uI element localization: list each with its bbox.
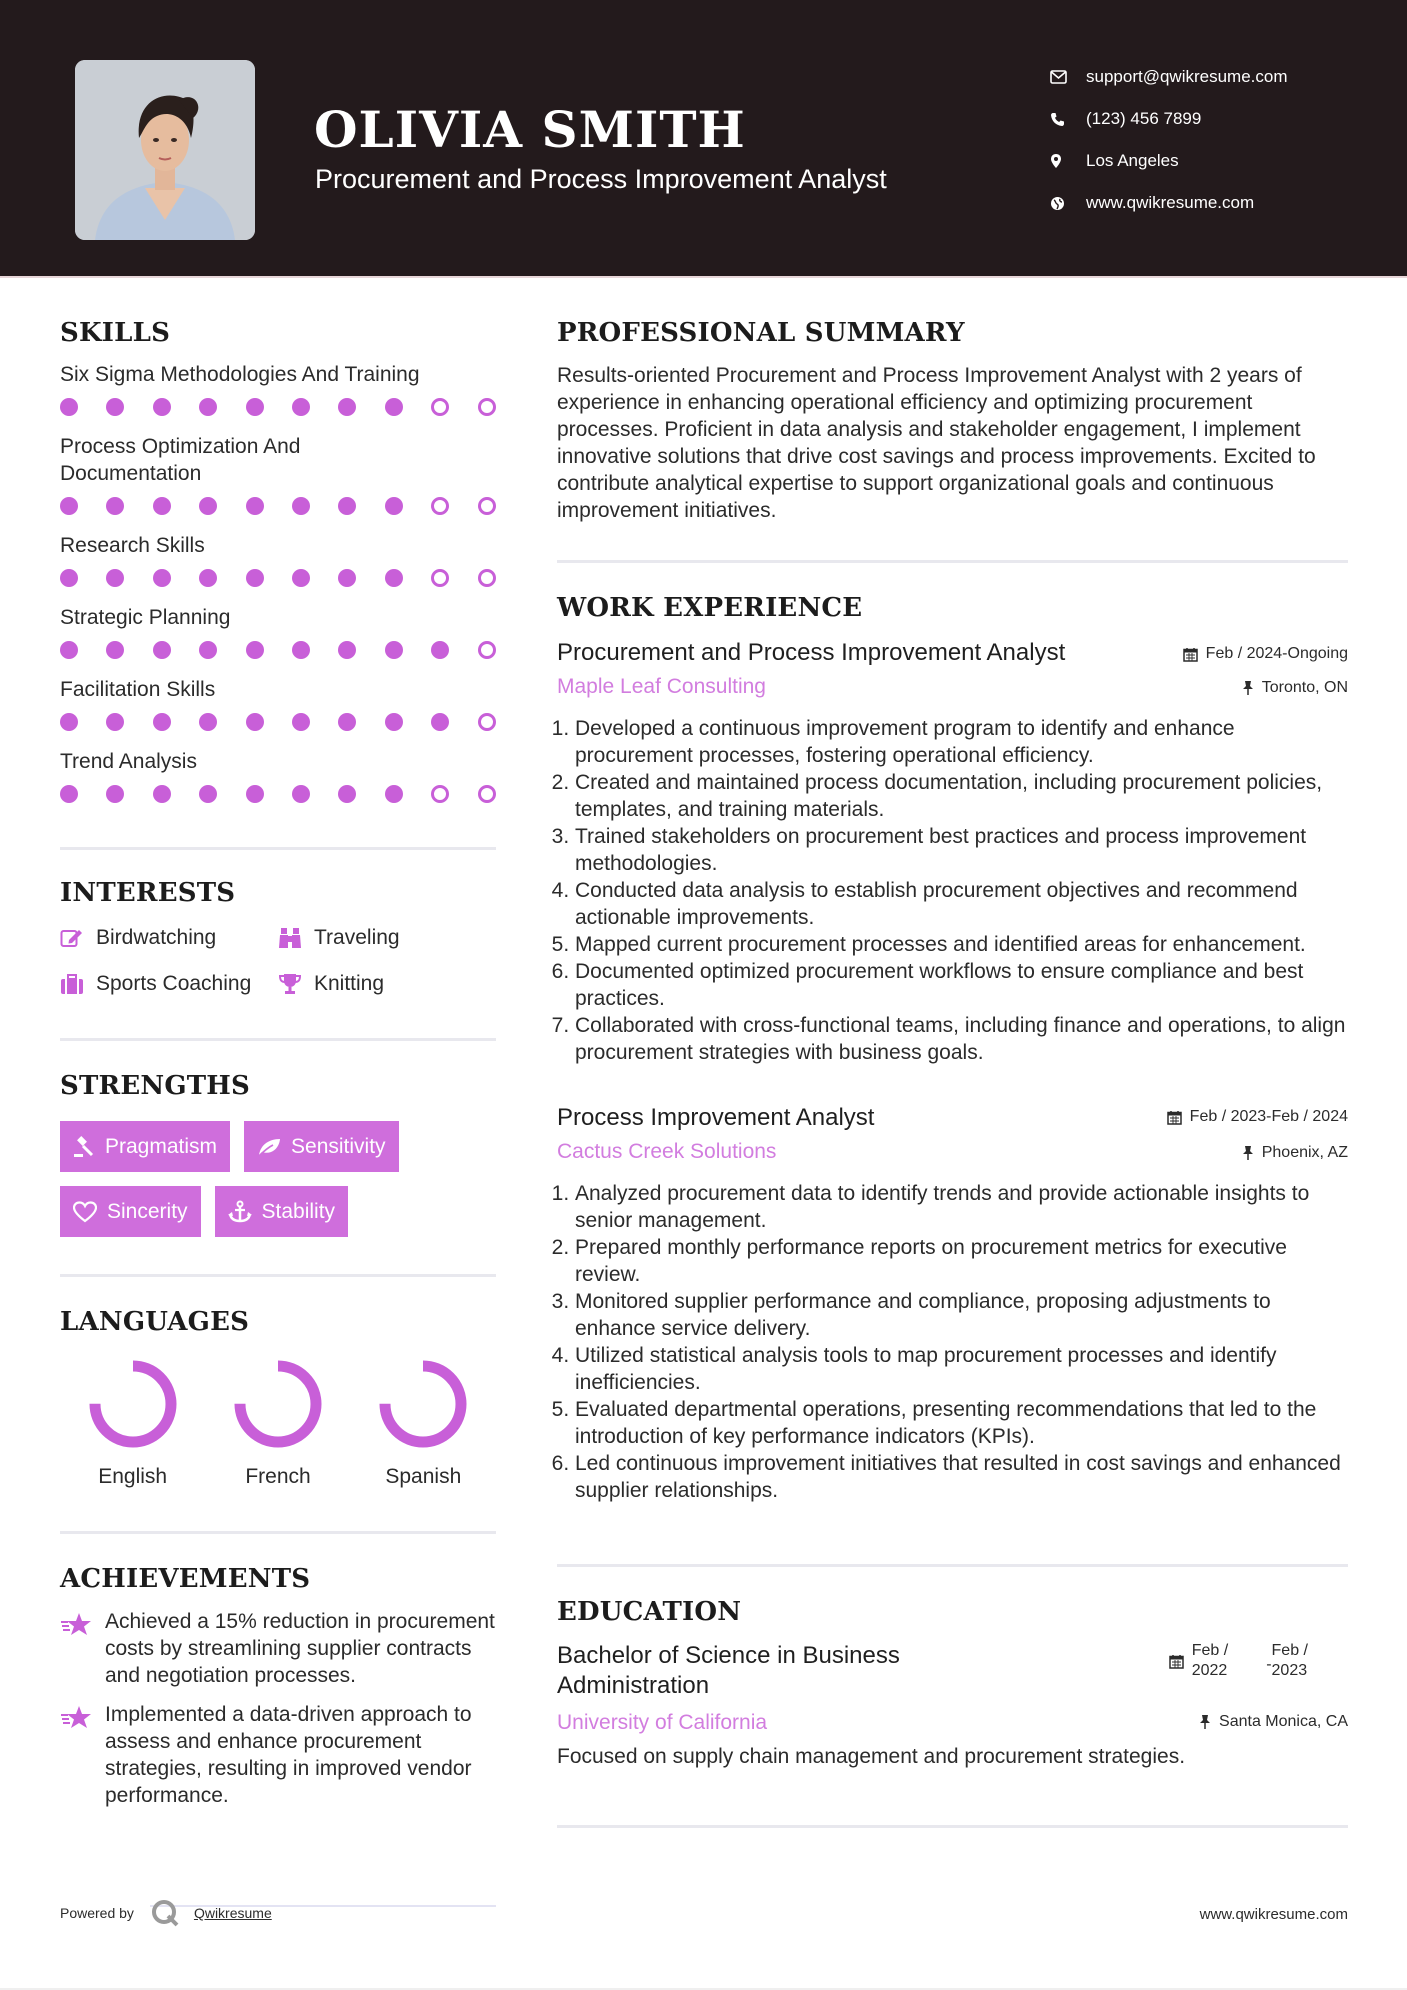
rating-dot-filled [385, 569, 403, 587]
profile-photo [75, 60, 255, 240]
language-name: Spanish [385, 1465, 462, 1488]
end-month: Feb / [1271, 1642, 1308, 1659]
interest-item [278, 968, 478, 1000]
education-end [1272, 1641, 1308, 1681]
rating-dot-filled [246, 398, 264, 416]
rating-dot-empty [478, 713, 496, 731]
job-header [557, 639, 1348, 667]
summary-title: PROFESSIONAL SUMMARY [557, 318, 965, 348]
job-responsibilities [557, 1180, 1348, 1504]
rating-dot-empty [478, 785, 496, 803]
language-level-arc [95, 1366, 171, 1442]
skill-rating [60, 713, 496, 731]
degree-line: Administration [557, 1672, 710, 1699]
calendar-icon [1169, 1654, 1184, 1669]
contact-location-text: Los Angeles [1086, 151, 1179, 170]
gavel-icon [73, 1136, 95, 1158]
language-level-ring [88, 1359, 178, 1449]
rating-dot-empty [431, 497, 449, 515]
rating-dot-empty [478, 569, 496, 587]
rating-dot-empty [431, 569, 449, 587]
responsibility-item: 2. Prepared monthly performance reports on procurement metrics for executive review. [575, 1234, 1348, 1288]
strength-tag [60, 1121, 230, 1172]
trophy-icon [278, 973, 314, 995]
job-title: Process Improvement Analyst [557, 1104, 875, 1131]
calendar-icon [1183, 647, 1198, 662]
degree-title [557, 1641, 900, 1701]
end-year: 2023 [1271, 1662, 1308, 1679]
phone-icon [1050, 112, 1086, 127]
languages-list [60, 1359, 496, 1489]
calendar-icon [1167, 1110, 1182, 1125]
school-name: University of California [557, 1711, 768, 1734]
education-dates [1169, 1641, 1308, 1681]
job-location [1242, 679, 1348, 697]
rating-dot-filled [106, 785, 124, 803]
start-month: Feb / [1191, 1642, 1229, 1659]
rating-dot-filled [199, 398, 217, 416]
job-location-text: Phoenix, AZ [1261, 1144, 1348, 1161]
language-level-arc [385, 1366, 461, 1442]
rating-dot-filled [292, 497, 310, 515]
skill-name: Trend Analysis [60, 750, 197, 773]
strength-tag [60, 1186, 201, 1237]
contact-email-text: support@qwikresume.com [1086, 67, 1288, 86]
responsibility-item: 1. Analyzed procurement data to identify trends and provide actionable insights to senior management. [575, 1180, 1348, 1234]
rating-dot-filled [60, 398, 78, 416]
skills-list [60, 361, 496, 803]
job-entry [557, 1104, 1348, 1504]
summary-text: Results-oriented Procurement and Process Improvement Analyst with 2 years of experience in enhancing operational efficiency and optimizing procurement processes. Proficient in data analysis and stakeholder engagement, I implement innovative solutions that drive cost savings and process improvements. Excited to contribute analytical expertise to support organizational goals and continuous improvement initiatives. [557, 364, 1316, 522]
rating-dot-filled [106, 569, 124, 587]
rating-dot-filled [246, 569, 264, 587]
section-divider [60, 847, 496, 850]
rating-dot-filled [338, 569, 356, 587]
strengths-title: STRENGTHS [60, 1071, 251, 1101]
star-icon [60, 1608, 105, 1689]
job-dates-text: Feb / 2023-Feb / 2024 [1189, 1108, 1348, 1125]
rating-dot-empty [478, 641, 496, 659]
rating-dot-filled [153, 497, 171, 515]
degree-line: Bachelor of Science in Business [557, 1642, 900, 1669]
language-level-ring [378, 1359, 468, 1449]
skill-item [60, 532, 496, 587]
language-level-ring [233, 1359, 323, 1449]
right-column [557, 318, 1348, 1828]
education-start [1192, 1641, 1228, 1681]
rating-dot-filled [60, 569, 78, 587]
interest-label: Traveling [314, 926, 400, 949]
rating-dot-filled [60, 641, 78, 659]
education-location-text: Santa Monica, CA [1219, 1713, 1348, 1730]
candidate-name: OLIVIA SMITH [314, 100, 746, 159]
rating-dot-empty [431, 398, 449, 416]
rating-dot-filled [153, 713, 171, 731]
rating-dot-filled [338, 398, 356, 416]
rating-dot-filled [106, 713, 124, 731]
education-header [557, 1641, 1348, 1701]
rating-dot-filled [292, 785, 310, 803]
company-name: Maple Leaf Consulting [557, 675, 766, 698]
skill-name: Facilitation Skills [60, 678, 216, 701]
rating-dot-filled [199, 785, 217, 803]
rating-dot-filled [292, 641, 310, 659]
achievement-item [60, 1701, 496, 1809]
language-name: French [245, 1465, 311, 1488]
section-divider [60, 1531, 496, 1534]
education-description: Focused on supply chain management and procurement strategies. [557, 1745, 1186, 1768]
envelope-icon [1050, 70, 1086, 84]
rating-dot-filled [246, 497, 264, 515]
interests-title: INTERESTS [60, 878, 236, 908]
language-level-arc [240, 1366, 316, 1442]
start-year: 2022 [1191, 1662, 1228, 1679]
experience-title: WORK EXPERIENCE [557, 593, 863, 623]
responsibility-item: 7. Collaborated with cross-functional teams, including finance and operations, to align procurement strategies with business goals. [575, 1012, 1348, 1066]
rating-dot-filled [153, 641, 171, 659]
rating-dot-filled [246, 713, 264, 731]
pushpin-icon [1242, 680, 1254, 696]
rating-dot-filled [246, 785, 264, 803]
pushpin-icon [1199, 1714, 1211, 1730]
rating-dot-filled [292, 398, 310, 416]
job-header [557, 1104, 1348, 1132]
rating-dot-filled [153, 398, 171, 416]
skill-item [60, 604, 496, 659]
leaf-icon [257, 1137, 281, 1157]
rating-dot-filled [246, 641, 264, 659]
job-dates [1167, 1108, 1348, 1126]
rating-dot-filled [385, 497, 403, 515]
anchor-icon [228, 1200, 252, 1224]
skill-rating [60, 569, 496, 587]
responsibility-item: 4. Utilized statistical analysis tools to map procurement processes and identify inefficiencies. [575, 1342, 1348, 1396]
header-divider [0, 276, 1407, 278]
footer-website[interactable]: www.qwikresume.com [1199, 1906, 1348, 1923]
rating-dot-empty [431, 785, 449, 803]
rating-dot-filled [431, 641, 449, 659]
star-icon [60, 1701, 105, 1809]
strength-tag [244, 1121, 399, 1172]
powered-by-label: Powered by [60, 1905, 134, 1921]
candidate-role: Procurement and Process Improvement Analyst [315, 164, 887, 194]
responsibility-item: 1. Developed a continuous improvement program to identify and enhance procurement processes, fostering operational efficiency. [575, 715, 1348, 769]
rating-dot-filled [199, 713, 217, 731]
pencil-square-icon [60, 927, 96, 949]
job-entry [557, 639, 1348, 1066]
skill-item [60, 433, 496, 515]
section-divider [60, 1274, 496, 1277]
skill-rating [60, 398, 496, 416]
rating-dot-filled [385, 713, 403, 731]
strength-label: Sincerity [107, 1199, 188, 1223]
strength-label: Pragmatism [105, 1134, 218, 1158]
education-entry [557, 1641, 1348, 1769]
achievement-text: Achieved a 15% reduction in procurement costs by streamlining supplier contracts and negotiation processes. [105, 1610, 495, 1687]
left-column [60, 318, 496, 1809]
contact-email[interactable] [1050, 56, 1380, 98]
strengths-list [60, 1121, 496, 1237]
responsibility-item: 4. Conducted data analysis to establish procurement objectives and recommend actionable improvements. [575, 877, 1348, 931]
skill-name: Strategic Planning [60, 606, 231, 629]
rating-dot-filled [153, 785, 171, 803]
responsibility-item: 3. Trained stakeholders on procurement best practices and process improvement methodologies. [575, 823, 1348, 877]
education-title: EDUCATION [557, 1597, 742, 1627]
skill-name: Six Sigma Methodologies And Training [60, 363, 420, 386]
achievements-list [60, 1608, 496, 1809]
date-separator: - [1266, 1656, 1272, 1673]
education-location [1199, 1713, 1348, 1731]
rating-dot-filled [385, 398, 403, 416]
section-divider [557, 1564, 1348, 1567]
responsibility-item: 5. Evaluated departmental operations, presenting recommendations that led to the introduction of key performance indicators (KPIs). [575, 1396, 1348, 1450]
contact-website[interactable] [1050, 182, 1380, 224]
job-dates [1183, 645, 1348, 663]
rating-dot-filled [106, 497, 124, 515]
job-title: Procurement and Process Improvement Analyst [557, 639, 1066, 666]
suitcase-icon [60, 973, 96, 995]
rating-dot-filled [60, 713, 78, 731]
rating-dot-empty [478, 497, 496, 515]
rating-dot-filled [338, 497, 356, 515]
heart-icon [73, 1201, 97, 1223]
language-item [351, 1359, 496, 1489]
contact-website-text: www.qwikresume.com [1086, 193, 1255, 212]
responsibility-item: 3. Monitored supplier performance and compliance, proposing adjustments to enhance service delivery. [575, 1288, 1348, 1342]
skill-item [60, 676, 496, 731]
pushpin-icon [1242, 1145, 1254, 1161]
language-item [60, 1359, 205, 1489]
interest-label: Birdwatching [96, 926, 217, 949]
rating-dot-filled [431, 713, 449, 731]
contact-location [1050, 140, 1380, 182]
skill-name: Research Skills [60, 534, 205, 557]
contact-list [1050, 56, 1380, 224]
rating-dot-filled [292, 569, 310, 587]
strength-label: Sensitivity [291, 1134, 386, 1158]
rating-dot-filled [153, 569, 171, 587]
location-pin-icon [1050, 153, 1086, 169]
rating-dot-filled [338, 785, 356, 803]
rating-dot-filled [60, 785, 78, 803]
rating-dot-filled [60, 497, 78, 515]
rating-dot-filled [292, 713, 310, 731]
skill-item [60, 361, 496, 416]
skill-item [60, 748, 496, 803]
responsibility-item: 2. Created and maintained process documentation, including procurement policies, templates, and training materials. [575, 769, 1348, 823]
section-divider [557, 1825, 1348, 1828]
rating-dot-filled [338, 641, 356, 659]
interest-label: Knitting [314, 972, 385, 995]
languages-title: LANGUAGES [60, 1307, 250, 1337]
header [0, 0, 1407, 276]
rating-dot-filled [199, 497, 217, 515]
interest-item [60, 968, 278, 1000]
interests-list [60, 922, 496, 1000]
achievements-title: ACHIEVEMENTS [60, 1564, 311, 1594]
qwikresume-logo-icon [150, 1898, 180, 1928]
rating-dot-filled [385, 641, 403, 659]
language-item [205, 1359, 350, 1489]
contact-phone[interactable] [1050, 98, 1380, 140]
rating-dot-filled [199, 641, 217, 659]
section-divider [557, 560, 1348, 563]
job-subheader [557, 675, 1348, 699]
achievement-item [60, 1608, 496, 1689]
interest-label: Sports Coaching [96, 972, 252, 995]
achievement-text: Implemented a data-driven approach to assess and enhance procurement strategies, resulting in improved vendor performance. [105, 1703, 472, 1807]
job-location [1242, 1144, 1348, 1162]
interest-item [278, 922, 478, 954]
rating-dot-filled [106, 398, 124, 416]
globe-icon [1050, 196, 1086, 211]
section-divider [60, 1038, 496, 1041]
job-location-text: Toronto, ON [1261, 679, 1348, 696]
rating-dot-empty [478, 398, 496, 416]
skills-title: SKILLS [60, 318, 171, 348]
company-name: Cactus Creek Solutions [557, 1140, 777, 1163]
powered-by [60, 1898, 272, 1928]
skill-rating [60, 785, 496, 803]
rating-dot-filled [385, 785, 403, 803]
job-responsibilities [557, 715, 1348, 1066]
rating-dot-filled [199, 569, 217, 587]
job-dates-text: Feb / 2024-Ongoing [1205, 645, 1348, 662]
interest-item [60, 922, 278, 954]
responsibility-item: 6. Led continuous improvement initiatives that resulted in cost savings and enhanced supplier relationships. [575, 1450, 1348, 1504]
strength-label: Stability [261, 1199, 336, 1223]
qwikresume-link[interactable]: Qwikresume [193, 1905, 272, 1921]
rating-dot-filled [106, 641, 124, 659]
strength-tag [215, 1186, 349, 1237]
rating-dot-filled [338, 713, 356, 731]
skill-name: Process Optimization And Documentation [60, 435, 301, 485]
language-name: English [98, 1465, 168, 1488]
job-subheader [557, 1140, 1348, 1164]
skill-rating [60, 497, 496, 515]
skill-rating [60, 641, 496, 659]
education-subheader [557, 1711, 1348, 1735]
binoculars-icon [278, 927, 314, 949]
responsibility-item: 6. Documented optimized procurement workflows to ensure compliance and best practices. [575, 958, 1348, 1012]
responsibility-item: 5. Mapped current procurement processes and identified areas for enhancement. [575, 931, 1348, 958]
contact-phone-text: (123) 456 7899 [1086, 109, 1202, 128]
